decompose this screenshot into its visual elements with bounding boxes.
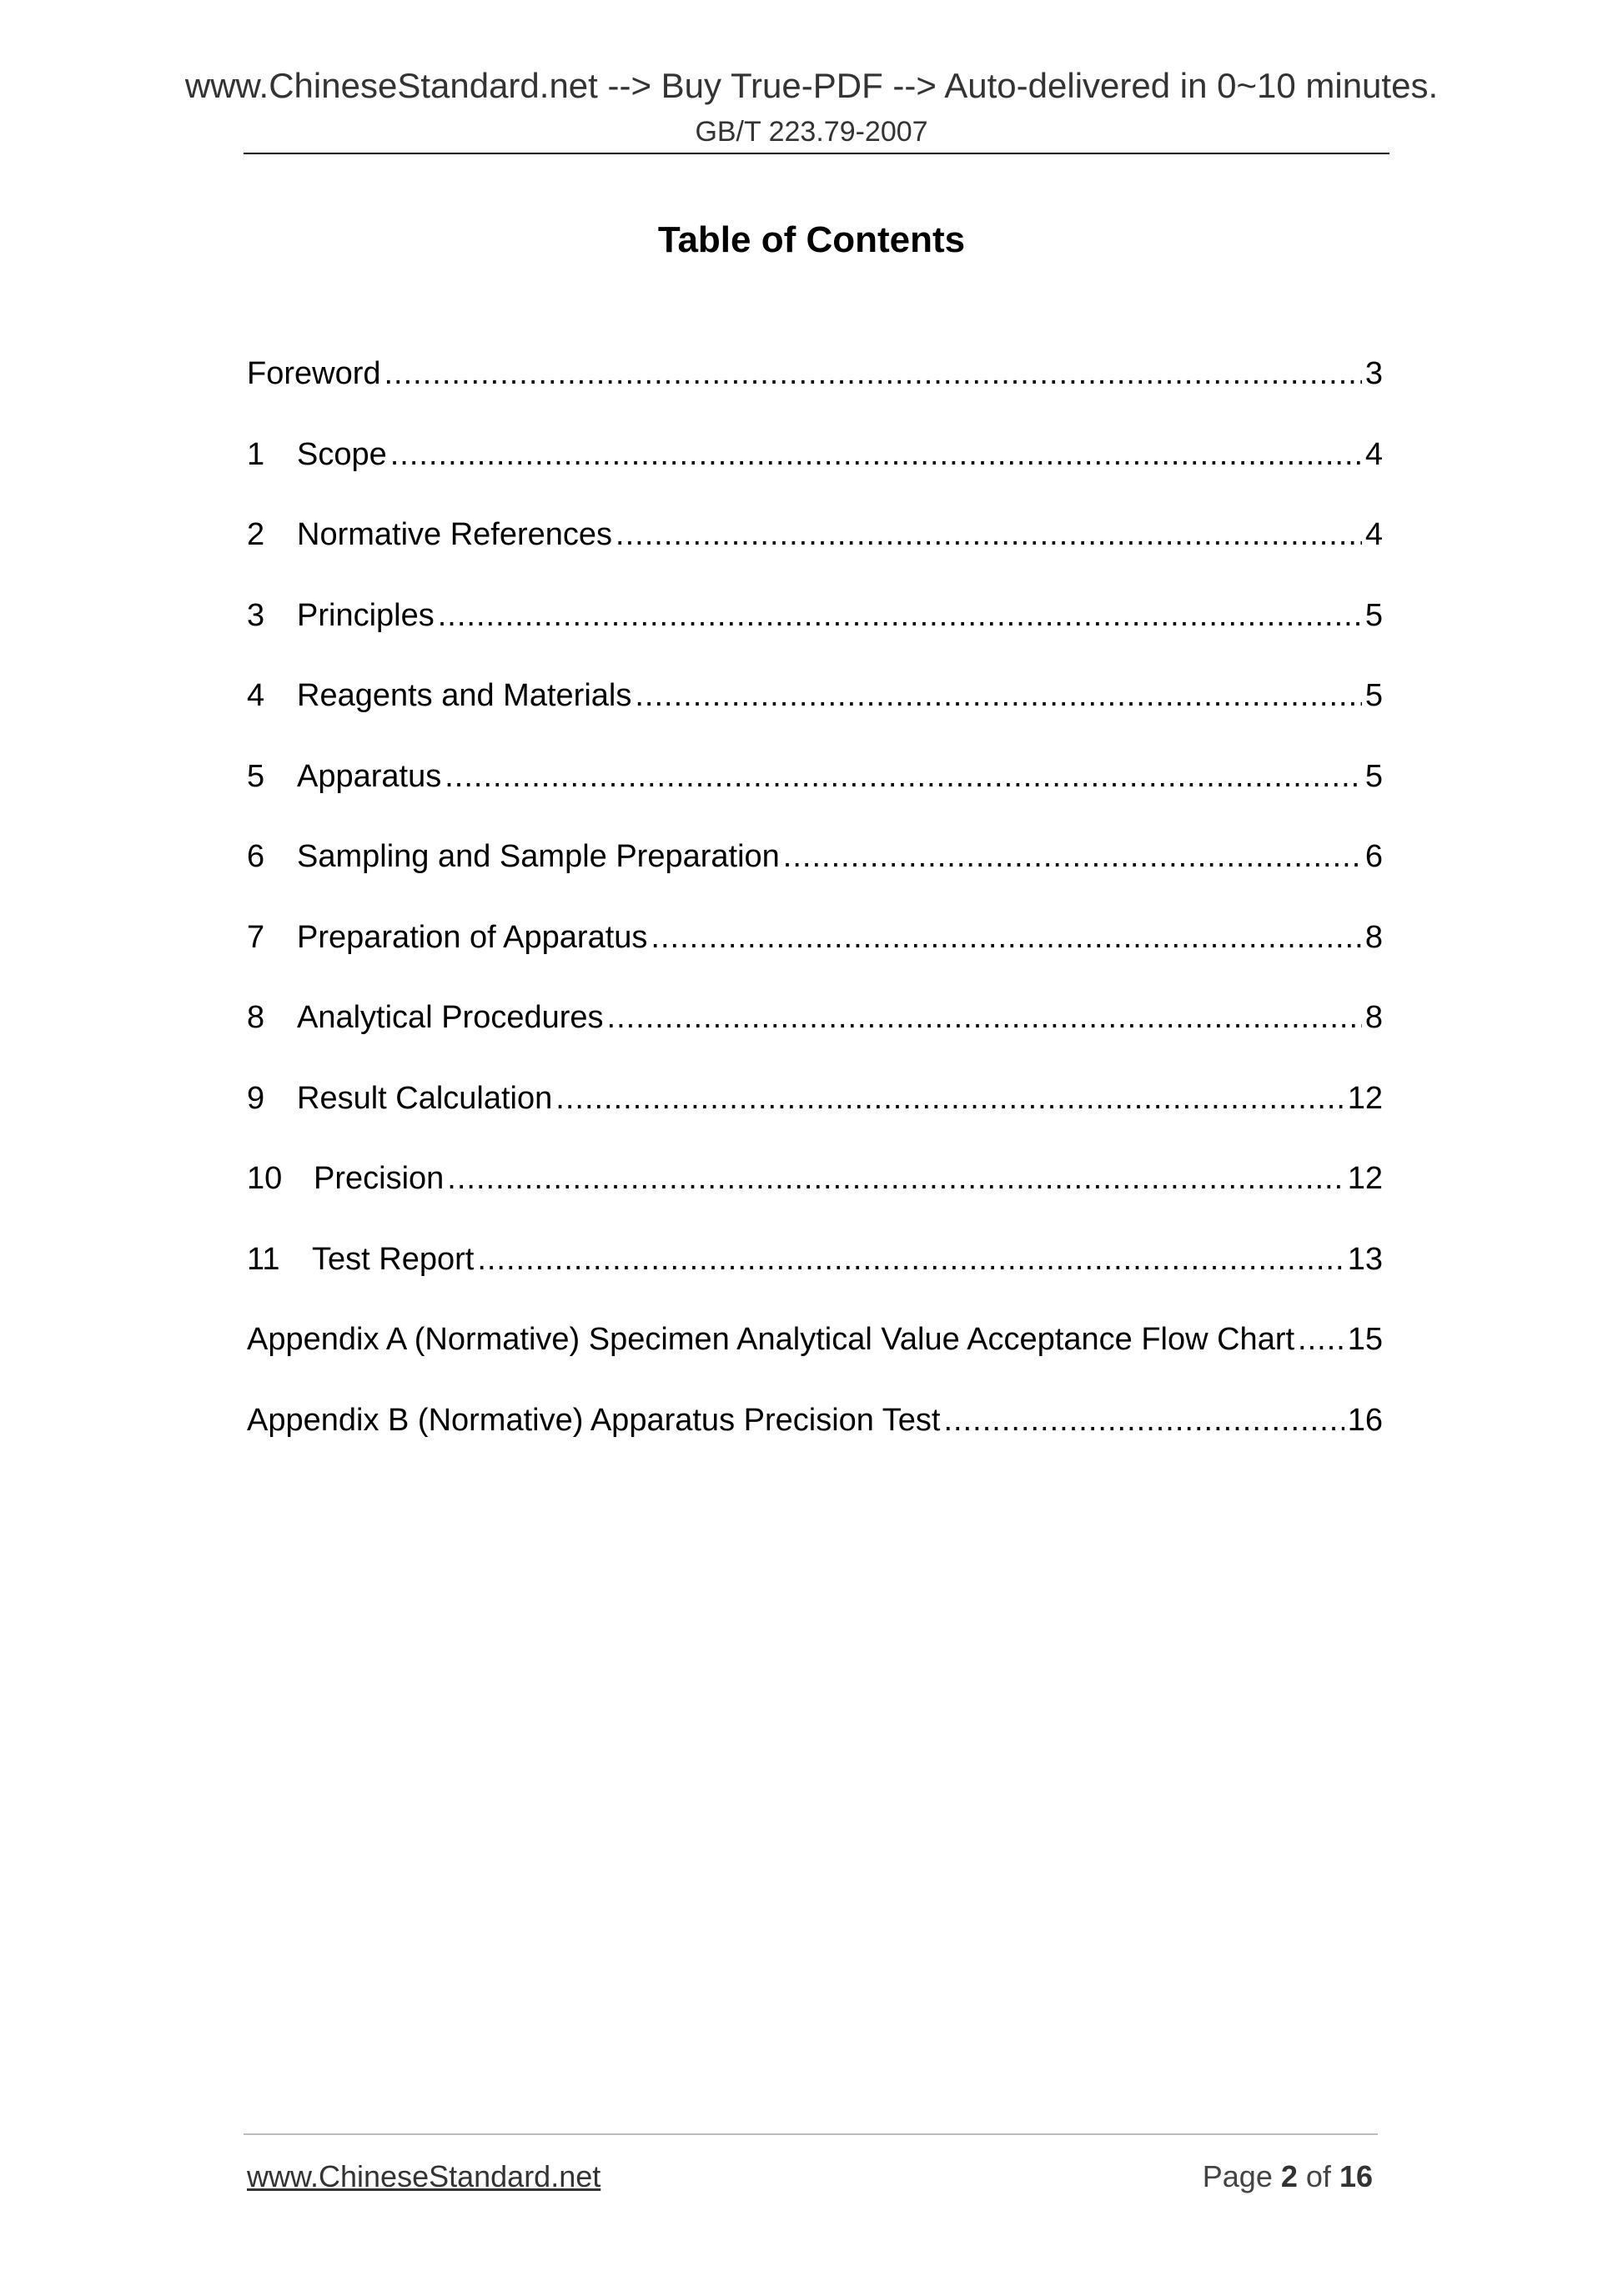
toc-leader-dots <box>635 672 1362 719</box>
toc-entry-apparatus[interactable] <box>247 753 1383 834</box>
footer-divider <box>244 2133 1378 2135</box>
toc-entry-label: Analytical Procedures <box>297 1000 604 1035</box>
toc-entry-appendix-b[interactable] <box>247 1397 1383 1478</box>
toc-entry-page: 5 <box>1364 597 1383 633</box>
toc-entry-label: Normative References <box>297 517 613 552</box>
toc-leader-dots <box>384 350 1362 397</box>
toc-entry-normative-references[interactable] <box>247 511 1383 592</box>
toc-entry-label: Appendix A (Normative) Specimen Analytical Value Acceptance Flow Chart <box>247 1322 1295 1357</box>
toc-leader-dots <box>1298 1316 1344 1363</box>
toc-entry-page: 5 <box>1364 758 1383 794</box>
page-number <box>1203 2158 1373 2195</box>
toc-leader-dots <box>438 592 1362 639</box>
toc-entry-page: 8 <box>1364 919 1383 955</box>
toc-entry-scope[interactable] <box>247 431 1383 512</box>
toc-leader-dots <box>783 833 1362 880</box>
toc-entry-label: Principles <box>297 597 435 633</box>
toc-entry-test-report[interactable] <box>247 1236 1383 1317</box>
toc-entry-page: 12 <box>1347 1080 1383 1116</box>
total-pages: 16 <box>1339 2159 1373 2193</box>
toc-entry-number: 6 <box>247 839 265 874</box>
toc-entry-label: Sampling and Sample Preparation <box>297 839 780 874</box>
toc-entry-number: 11 <box>247 1241 280 1277</box>
toc-entry-page: 3 <box>1364 356 1383 391</box>
toc-entry-label: Appendix B (Normative) Apparatus Precision Test <box>247 1402 941 1438</box>
toc-entry-number: 7 <box>247 919 265 955</box>
page-prefix: Page <box>1202 2159 1273 2193</box>
current-page: 2 <box>1280 2159 1298 2193</box>
toc-entry-number: 5 <box>247 758 265 794</box>
toc-entry-number: 9 <box>247 1080 265 1116</box>
toc-entry-appendix-a[interactable] <box>247 1316 1383 1397</box>
toc-entry-page: 5 <box>1364 678 1383 713</box>
toc-entry-sampling[interactable] <box>247 833 1383 914</box>
standard-number: GB/T 223.79-2007 <box>695 116 928 148</box>
toc-leader-dots <box>651 914 1361 961</box>
toc-entry-number: 2 <box>247 517 265 552</box>
toc-leader-dots <box>447 1155 1344 1202</box>
header-banner: www.ChineseStandard.net --> Buy True-PDF --> Auto-delivered in 0~10 minutes. <box>184 66 1439 105</box>
toc-entry-page: 4 <box>1364 436 1383 472</box>
toc-entry-label: Preparation of Apparatus <box>297 919 648 955</box>
header-divider <box>244 153 1389 154</box>
page-of: of <box>1305 2159 1331 2193</box>
toc-entry-analytical-procedures[interactable] <box>247 994 1383 1075</box>
toc-entry-foreword[interactable] <box>247 350 1383 431</box>
toc-leader-dots <box>555 1075 1344 1122</box>
toc-entry-number: 8 <box>247 1000 265 1035</box>
toc-entry-label: Reagents and Materials <box>297 678 632 713</box>
toc-entry-number: 4 <box>247 678 265 713</box>
toc-entry-page: 12 <box>1347 1161 1383 1196</box>
toc-entry-reagents-and-materials[interactable] <box>247 672 1383 753</box>
toc-entry-result-calculation[interactable] <box>247 1075 1383 1156</box>
toc-entry-precision[interactable] <box>247 1155 1383 1236</box>
footer-website-link[interactable]: www.ChineseStandard.net <box>247 2159 601 2193</box>
toc-entry-page: 13 <box>1347 1241 1383 1277</box>
toc-entry-label: Scope <box>297 436 387 472</box>
toc-entry-page: 4 <box>1364 517 1383 552</box>
toc-leader-dots <box>616 511 1362 558</box>
toc-leader-dots <box>390 431 1362 478</box>
table-of-contents <box>247 350 1383 1477</box>
toc-entry-label: Precision <box>314 1161 445 1196</box>
toc-entry-label: Test Report <box>312 1241 475 1277</box>
toc-leader-dots <box>445 753 1362 800</box>
toc-leader-dots <box>607 994 1362 1041</box>
toc-leader-dots <box>477 1236 1344 1283</box>
toc-entry-page: 8 <box>1364 1000 1383 1035</box>
toc-leader-dots <box>943 1397 1344 1444</box>
toc-entry-number: 3 <box>247 597 265 633</box>
toc-entry-label: Result Calculation <box>297 1080 553 1116</box>
page-title: Table of Contents <box>657 219 966 260</box>
toc-entry-principles[interactable] <box>247 592 1383 673</box>
toc-entry-page: 6 <box>1364 839 1383 874</box>
toc-entry-page: 15 <box>1347 1322 1383 1357</box>
toc-entry-number: 10 <box>247 1161 283 1196</box>
toc-entry-label: Foreword <box>247 356 381 391</box>
toc-entry-label: Apparatus <box>297 758 442 794</box>
toc-entry-page: 16 <box>1347 1402 1383 1438</box>
toc-entry-preparation-of-apparatus[interactable] <box>247 914 1383 995</box>
toc-entry-number: 1 <box>247 436 265 472</box>
